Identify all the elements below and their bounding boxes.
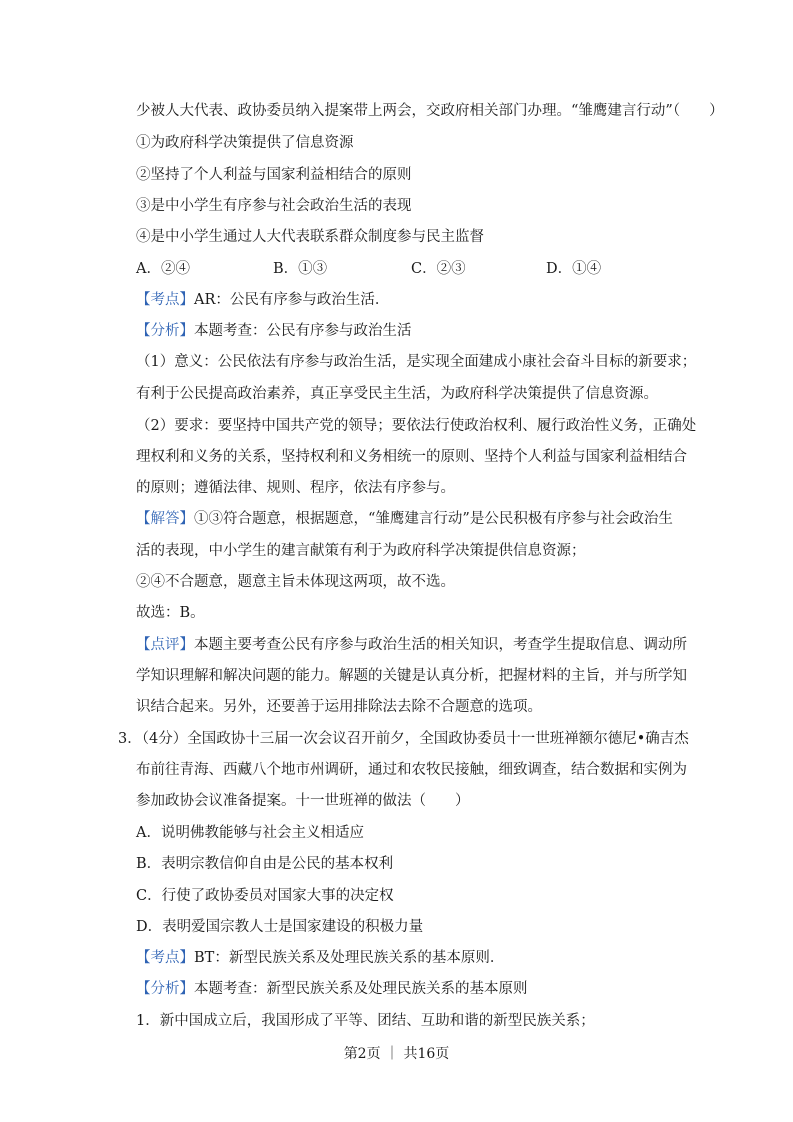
- q2-statement: ④是中小学生通过人大代表联系群众制度参与民主监督: [136, 229, 484, 245]
- fenxi-tag: 【分析】: [136, 323, 194, 339]
- q2-jieda: [136, 510, 673, 528]
- q2-dianping-line: 识结合起来。另外，还要善于运用排除法去除不合题意的选项。: [136, 699, 542, 715]
- q2-option-b: B．①③: [273, 261, 328, 277]
- page-footer: 第2页 ｜ 共16页: [343, 1046, 450, 1062]
- q2-dianping: [136, 636, 687, 654]
- q3-stem-line: 布前往青海、西藏八个地市州调研，通过和农牧民接触，细致调查，结合数据和实例为: [136, 762, 687, 778]
- q3-stem-line: （4分）全国政协十三届一次会议召开前夕，全国政协委员十一世班禅额尔德尼•确吉杰: [141, 731, 689, 747]
- kaodian-text: BT：新型民族关系及处理民族关系的基本原则．: [194, 950, 505, 966]
- fenxi-tag: 【分析】: [136, 981, 194, 997]
- q2-analysis-line: 有利于公民提高政治素养，真正享受民主生活，为政府科学决策提供了信息资源。: [136, 386, 658, 402]
- q3-analysis-line: 1．新中国成立后，我国形成了平等、团结、互助和谐的新型民族关系；: [136, 1013, 595, 1029]
- q3-kaodian: [136, 949, 504, 967]
- q3-number: 3．: [118, 731, 142, 747]
- q2-option-c: C．②③: [411, 261, 466, 277]
- q2-option-a: A．②④: [136, 261, 190, 277]
- q3-fenxi: [136, 980, 528, 998]
- jieda-text: ①③符合题意，根据题意，“雏鹰建言行动”是公民积极有序参与社会政治生: [194, 511, 673, 527]
- q2-answer: 故选：B。: [136, 605, 205, 621]
- q2-statement: ①为政府科学决策提供了信息资源: [136, 135, 354, 151]
- q2-dianping-line: 学知识理解和解决问题的能力。解题的关键是认真分析，把握材料的主旨，并与所学知: [136, 668, 687, 684]
- q3-option-b: B．表明宗教信仰自由是公民的基本权利: [136, 856, 394, 872]
- fenxi-text: 本题考查：公民有序参与政治生活: [194, 323, 412, 339]
- q2-jieda-line: ②④不合题意，题意主旨未体现这两项，故不选。: [136, 574, 455, 590]
- q2-analysis-line: 理权利和义务的关系，坚持权利和义务相统一的原则、坚持个人利益与国家利益相结合: [136, 449, 687, 465]
- q2-stem-tail: 少被人大代表、政协委员纳入提案带上两会，交政府相关部门办理。“雏鹰建言行动”（ ）: [136, 103, 724, 119]
- q2-analysis-line: （1）意义：公民依法有序参与政治生活，是实现全面建成小康社会奋斗目标的新要求；: [136, 354, 697, 370]
- q2-kaodian: [136, 291, 389, 309]
- q3-option-d: D．表明爱国宗教人士是国家建设的积极力量: [136, 919, 424, 935]
- q2-option-d: D．①④: [546, 261, 602, 277]
- q2-jieda-line: 活的表现，中小学生的建言献策有利于为政府科学决策提供信息资源；: [136, 543, 586, 559]
- jieda-tag: 【解答】: [136, 511, 194, 527]
- q2-statement: ②坚持了个人利益与国家利益相结合的原则: [136, 167, 412, 183]
- q3-option-c: C．行使了政协委员对国家大事的决定权: [136, 888, 394, 904]
- kaodian-tag: 【考点】: [136, 950, 194, 966]
- q2-statement: ③是中小学生有序参与社会政治生活的表现: [136, 198, 412, 214]
- kaodian-tag: 【考点】: [136, 292, 194, 308]
- q2-analysis-line: 的原则；遵循法律、规则、程序，依法有序参与。: [136, 480, 455, 496]
- dianping-tag: 【点评】: [136, 637, 194, 653]
- q2-options: [136, 260, 601, 278]
- q3-stem: [118, 730, 689, 748]
- q3-option-a: A．说明佛教能够与社会主义相适应: [136, 825, 364, 841]
- q3-stem-line: 参加政协会议准备提案。十一世班禅的做法（ ）: [136, 793, 470, 809]
- kaodian-text: AR：公民有序参与政治生活．: [194, 292, 390, 308]
- q2-fenxi: [136, 322, 412, 340]
- fenxi-text: 本题考查：新型民族关系及处理民族关系的基本原则: [194, 981, 528, 997]
- q2-analysis-line: （2）要求：要坚持中国共产党的领导；要依法行使政治权利、履行政治性义务，正确处: [136, 418, 697, 434]
- dianping-text: 本题主要考查公民有序参与政治生活的相关知识，考查学生提取信息、调动所: [194, 637, 687, 653]
